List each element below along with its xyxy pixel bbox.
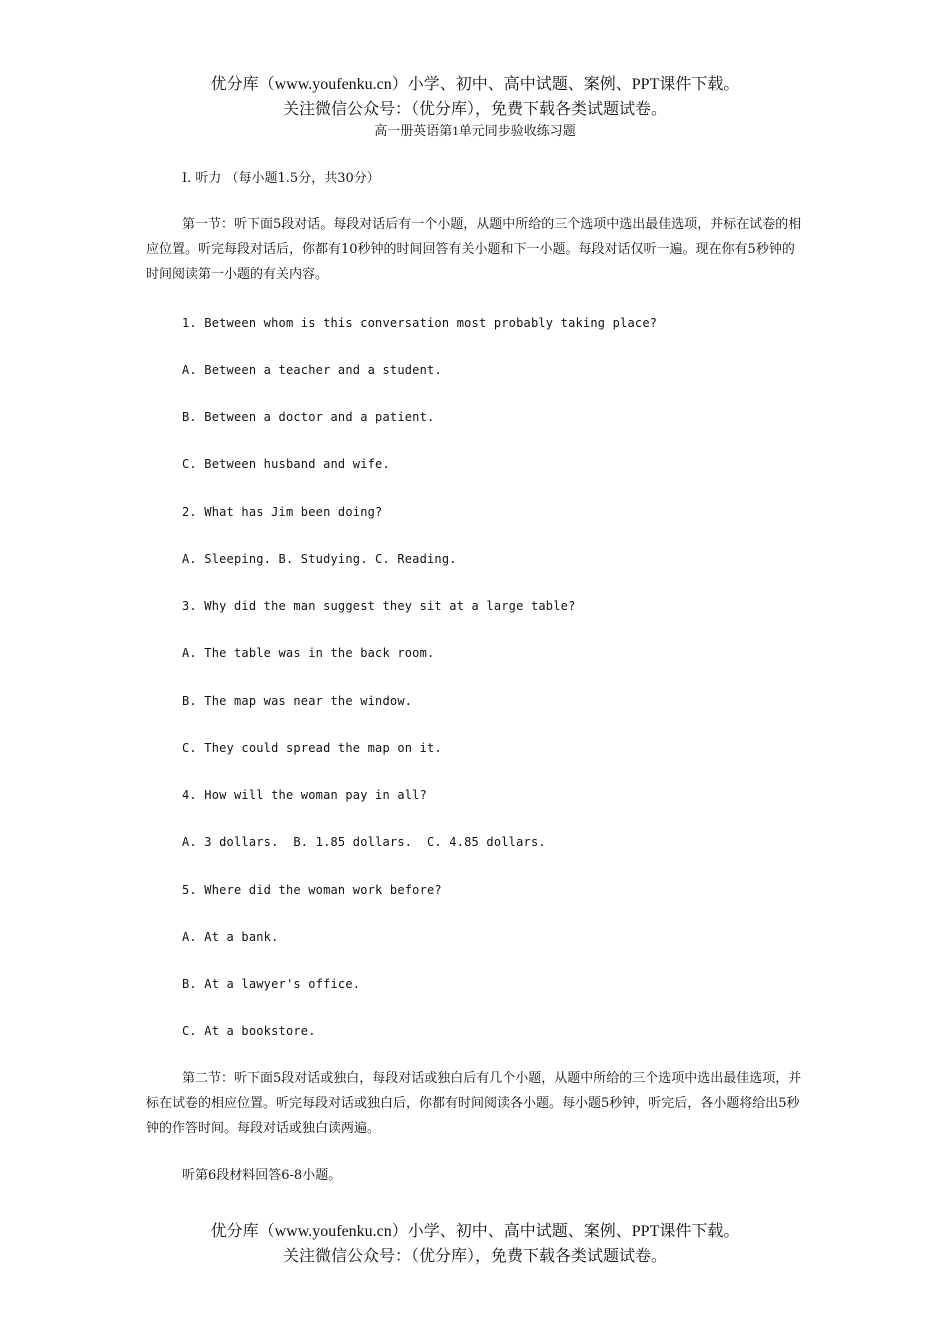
question-line: C. They could spread the map on it. [182, 741, 442, 755]
question-line: 1. Between whom is this conversation most probably taking place? [182, 316, 658, 330]
question-line: A. 3 dollars. B. 1.85 dollars. C. 4.85 dollars. [182, 835, 546, 849]
question-line: A. At a bank. [182, 930, 279, 944]
question-line: 4. How will the woman pay in all? [182, 788, 428, 802]
question-line: 3. Why did the man suggest they sit at a large table? [182, 599, 576, 613]
question-line: 5. Where did the woman work before? [182, 883, 442, 897]
question-line: B. Between a doctor and a patient. [182, 410, 435, 424]
question-line: A. Between a teacher and a student. [182, 363, 442, 377]
question-line: C. Between husband and wife. [182, 457, 390, 471]
part-heading: I. 听力 （每小题1.5分，共30分） [182, 171, 380, 186]
question-line: A. Sleeping. B. Studying. C. Reading. [182, 552, 457, 566]
section2-instructions: 第二节：听下面5段对话或独白，每段对话或独白后有几个小题，从题中所给的三个选项中选出最佳选项，并标在试卷的相应位置。听完每段对话或独白后，你都有时间阅读各小题。每小题5秒钟，听完后，各小题将给出5秒钟的作答时间。每段对话或独白读两遍。 [146, 1071, 802, 1136]
section1-instructions: 第一节：听下面5段对话。每段对话后有一个小题，从题中所给的三个选项中选出最佳选项，并标在试卷的相应位置。听完每段对话后，你都有10秒钟的时间回答有关小题和下一小题。每段对话仅听一遍。现在你有5秒钟的时间阅读第一小题的有关内容。 [146, 217, 802, 282]
footer-line-2: 关注微信公众号：（优分库），免费下载各类试题试卷。 [282, 1248, 667, 1265]
footer-line-1: 优分库（www.youfenku.cn）小学、初中、高中试题、案例、PPT课件下载。 [210, 1223, 740, 1240]
header-line-1: 优分库（www.youfenku.cn）小学、初中、高中试题、案例、PPT课件下载。 [210, 76, 740, 93]
question-line: A. The table was in the back room. [182, 646, 435, 660]
material-6-instruction: 听第6段材料回答6-8小题。 [182, 1168, 342, 1183]
question-line: B. The map was near the window. [182, 694, 413, 708]
question-line: 2. What has Jim been doing? [182, 505, 383, 519]
page-footer [0, 1219, 950, 1269]
question-line: C. At a bookstore. [182, 1024, 316, 1038]
document-title: 高一册英语第1单元同步验收练习题 [374, 123, 576, 138]
question-line: B. At a lawyer's office. [182, 977, 361, 991]
header-line-2: 关注微信公众号：（优分库），免费下载各类试题试卷。 [282, 101, 667, 118]
page-header [0, 72, 950, 122]
